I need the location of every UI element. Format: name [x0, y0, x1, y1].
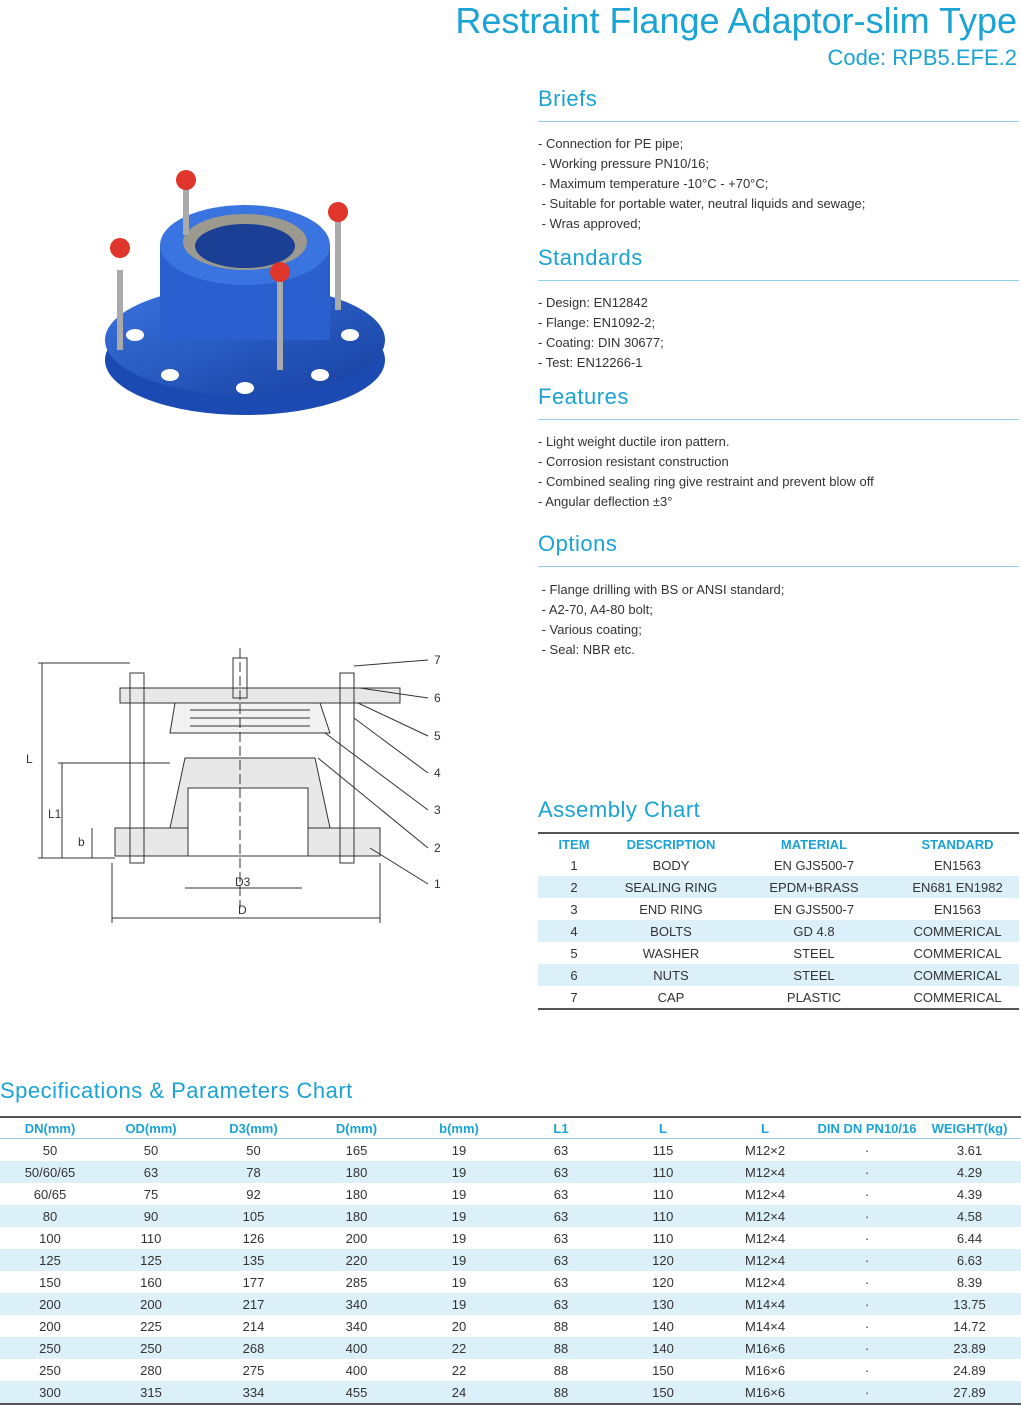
cell: 63 — [100, 1161, 202, 1183]
cell: 63 — [553, 1230, 569, 1246]
cell: EN1563 — [934, 901, 981, 917]
cell: 300 — [0, 1381, 100, 1404]
briefs-heading: Briefs — [538, 86, 598, 111]
cell: COMMERICAL — [913, 945, 1002, 961]
table-row — [0, 1249, 1021, 1271]
cell: 63 — [510, 1293, 612, 1315]
cell: 63 — [510, 1161, 612, 1183]
cell: · — [864, 1142, 870, 1158]
standards-heading: Standards — [538, 245, 643, 270]
list-item: - Maximum temperature -10°C - +70°C; — [538, 176, 769, 191]
cell: 130 — [612, 1293, 714, 1315]
cell: 340 — [345, 1318, 368, 1334]
callout-5: 5 — [434, 729, 441, 743]
table-row — [0, 1271, 1021, 1293]
list-item: - Flange: EN1092-2; — [538, 315, 656, 330]
cell: 75 — [143, 1186, 159, 1202]
cell: 19 — [451, 1186, 467, 1202]
features-heading: Features — [538, 384, 629, 409]
column-header: MATERIAL — [732, 833, 896, 854]
cell: 4 — [538, 920, 610, 942]
cell: 8.39 — [956, 1274, 983, 1290]
cell: COMMERICAL — [896, 920, 1019, 942]
column-header: OD(mm) — [100, 1117, 202, 1139]
cell: COMMERICAL — [896, 986, 1019, 1009]
list-item: - A2-70, A4-80 bolt; — [538, 602, 653, 617]
cell: 125 — [100, 1249, 202, 1271]
cell: 334 — [202, 1381, 305, 1404]
table-row — [538, 920, 1019, 942]
cell: EN681 EN1982 — [896, 876, 1019, 898]
cell: 19 — [451, 1274, 467, 1290]
callout-3: 3 — [434, 803, 441, 817]
cell: 27.89 — [918, 1381, 1021, 1404]
cell: 455 — [305, 1381, 408, 1404]
cell: 250 — [100, 1337, 202, 1359]
column-header: D3(mm) — [202, 1117, 305, 1139]
cell: 150 — [612, 1381, 714, 1404]
list-item: - Combined sealing ring give restraint and prevent blow off — [538, 474, 874, 489]
table-row — [0, 1337, 1021, 1359]
dim-l: L — [26, 752, 33, 766]
table-row — [538, 964, 1019, 986]
cell: 50 — [42, 1142, 58, 1158]
callout-6: 6 — [434, 691, 441, 705]
cell: 19 — [408, 1293, 510, 1315]
cell: 63 — [553, 1186, 569, 1202]
cell: · — [864, 1230, 870, 1246]
cell: 100 — [39, 1230, 61, 1246]
column-header: D(mm) — [305, 1117, 408, 1139]
cell: 115 — [652, 1142, 674, 1158]
specs-heading: Specifications & Parameters Chart — [0, 1078, 353, 1103]
cell: 275 — [242, 1362, 265, 1378]
cell: M12×4 — [714, 1161, 816, 1183]
column-header: L1 — [510, 1117, 612, 1139]
cell: · — [816, 1337, 918, 1359]
standards-rule — [538, 280, 1019, 281]
cell: 19 — [408, 1249, 510, 1271]
table-row — [0, 1381, 1021, 1404]
cell: 140 — [612, 1337, 714, 1359]
cell: 92 — [246, 1186, 261, 1202]
cell: 120 — [652, 1274, 674, 1290]
column-header: WEIGHT(kg) — [918, 1117, 1021, 1139]
cell: · — [816, 1381, 918, 1404]
cell: 110 — [612, 1205, 714, 1227]
cell: STEEL — [732, 964, 896, 986]
column-header: ITEM — [538, 833, 610, 854]
options-list — [538, 580, 784, 660]
cell: 22 — [451, 1362, 467, 1378]
list-item: - Connection for PE pipe; — [538, 136, 684, 151]
standards-list — [538, 293, 664, 373]
cell: 125 — [0, 1249, 100, 1271]
cell: 217 — [202, 1293, 305, 1315]
cell: 214 — [242, 1318, 265, 1334]
features-rule — [538, 419, 1019, 420]
cell: M12×4 — [714, 1249, 816, 1271]
cell: M12×4 — [744, 1186, 786, 1202]
cell: EN GJS500-7 — [773, 901, 855, 917]
cell: 13.75 — [918, 1293, 1021, 1315]
cell: 200 — [39, 1318, 61, 1334]
options-heading: Options — [538, 531, 618, 556]
table-row — [0, 1139, 1021, 1162]
page-title: Restraint Flange Adaptor-slim Type — [455, 0, 1017, 41]
cell: 250 — [0, 1337, 100, 1359]
cell: 150 — [39, 1274, 61, 1290]
cell: 120 — [612, 1249, 714, 1271]
column-header: L — [714, 1117, 816, 1139]
cell: 5 — [570, 945, 578, 961]
cell: 63 — [510, 1205, 612, 1227]
cell: 400 — [305, 1337, 408, 1359]
cell: 220 — [305, 1249, 408, 1271]
dim-d: D — [238, 903, 247, 917]
cell: · — [864, 1274, 870, 1290]
callout-2: 2 — [434, 841, 441, 855]
cell: EPDM+BRASS — [732, 876, 896, 898]
assembly-heading: Assembly Chart — [538, 797, 701, 822]
cross-section-drawing — [20, 648, 460, 938]
cell: 90 — [100, 1205, 202, 1227]
table-row — [0, 1359, 1021, 1381]
table-header-row — [0, 1117, 1021, 1139]
cell: 225 — [140, 1318, 162, 1334]
cell: 177 — [242, 1274, 265, 1290]
cell: 135 — [202, 1249, 305, 1271]
cell: 50 — [246, 1142, 261, 1158]
column-header: DN(mm) — [0, 1117, 100, 1139]
cell: 340 — [305, 1293, 408, 1315]
cell: 19 — [451, 1230, 467, 1246]
cell: 110 — [612, 1161, 714, 1183]
table-row — [538, 942, 1019, 964]
product-code: Code: RPB5.EFE.2 — [827, 45, 1017, 70]
cell: 105 — [202, 1205, 305, 1227]
cell: 150 — [652, 1362, 674, 1378]
cell: 22 — [408, 1337, 510, 1359]
cell: 2 — [538, 876, 610, 898]
cell: 126 — [242, 1230, 265, 1246]
cell: CAP — [610, 986, 732, 1009]
column-header: STANDARD — [896, 833, 1019, 854]
cell: 14.72 — [953, 1318, 986, 1334]
briefs-list — [538, 134, 865, 234]
cell: 285 — [345, 1274, 368, 1290]
cell: COMMERICAL — [896, 964, 1019, 986]
cell: 6.44 — [956, 1230, 983, 1246]
cell: 50/60/65 — [0, 1161, 100, 1183]
cell: STEEL — [793, 945, 835, 961]
cell: 19 — [408, 1205, 510, 1227]
cell: M12×4 — [744, 1274, 786, 1290]
cell: · — [816, 1293, 918, 1315]
cell: EN1563 — [934, 857, 981, 873]
dim-b: b — [78, 835, 85, 849]
list-item: - Wras approved; — [538, 216, 642, 231]
cell: 180 — [305, 1205, 408, 1227]
cell: 23.89 — [918, 1337, 1021, 1359]
cell: 19 — [451, 1142, 467, 1158]
list-item: - Coating: DIN 30677; — [538, 335, 664, 350]
dim-l1: L1 — [48, 807, 62, 821]
cell: 88 — [510, 1381, 612, 1404]
table-row — [0, 1205, 1021, 1227]
product-photo — [95, 160, 395, 420]
cell: NUTS — [610, 964, 732, 986]
cell: GD 4.8 — [732, 920, 896, 942]
cell: 180 — [305, 1161, 408, 1183]
cell: 3.61 — [956, 1142, 983, 1158]
list-item: - Flange drilling with BS or ANSI standard; — [538, 582, 785, 597]
cell: 140 — [652, 1318, 674, 1334]
list-item: - Design: EN12842 — [538, 295, 648, 310]
cell: 4.29 — [918, 1161, 1021, 1183]
cell: EN GJS500-7 — [773, 857, 855, 873]
list-item: - Various coating; — [538, 622, 642, 637]
cell: 200 — [345, 1230, 368, 1246]
cell: · — [816, 1249, 918, 1271]
cell: 24.89 — [953, 1362, 986, 1378]
cell: 4.58 — [918, 1205, 1021, 1227]
cell: · — [816, 1161, 918, 1183]
dim-d3: D3 — [235, 875, 251, 889]
features-list — [538, 432, 874, 512]
cell: 110 — [140, 1230, 162, 1246]
cell: 6 — [538, 964, 610, 986]
callout-4: 4 — [434, 766, 441, 780]
list-item: - Test: EN12266-1 — [538, 355, 643, 370]
options-rule — [538, 566, 1019, 567]
cell: 160 — [140, 1274, 162, 1290]
column-header: DESCRIPTION — [610, 833, 732, 854]
callout-1: 1 — [434, 877, 441, 891]
cell: 88 — [553, 1318, 569, 1334]
cell: BOLTS — [610, 920, 732, 942]
cell: END RING — [639, 901, 703, 917]
table-row — [0, 1293, 1021, 1315]
table-row — [0, 1227, 1021, 1249]
column-header: L — [612, 1117, 714, 1139]
specs-table — [0, 1116, 1021, 1405]
cell: M12×2 — [744, 1142, 786, 1158]
cell: M16×6 — [714, 1381, 816, 1404]
cell: 200 — [0, 1293, 100, 1315]
table-row — [538, 898, 1019, 920]
list-item: - Light weight ductile iron pattern. — [538, 434, 730, 449]
cell: 268 — [202, 1337, 305, 1359]
cell: M14×4 — [744, 1318, 786, 1334]
list-item: - Angular deflection ±3° — [538, 494, 673, 509]
cell: PLASTIC — [732, 986, 896, 1009]
cell: · — [864, 1186, 870, 1202]
cell: 315 — [100, 1381, 202, 1404]
cell: 180 — [345, 1186, 368, 1202]
cell: 400 — [345, 1362, 368, 1378]
cell: M16×6 — [744, 1362, 786, 1378]
cell: M14×4 — [714, 1293, 816, 1315]
cell: 24 — [408, 1381, 510, 1404]
cell: 3 — [570, 901, 578, 917]
cell: 50 — [143, 1142, 159, 1158]
cell: M12×4 — [744, 1230, 786, 1246]
cell: 20 — [451, 1318, 467, 1334]
list-item: - Working pressure PN10/16; — [538, 156, 709, 171]
table-header-row — [538, 833, 1019, 854]
cell: M16×6 — [714, 1337, 816, 1359]
table-row — [538, 986, 1019, 1009]
cell: 60/65 — [33, 1186, 67, 1202]
cell: 4.39 — [956, 1186, 983, 1202]
cell: 19 — [408, 1161, 510, 1183]
list-item: - Corrosion resistant construction — [538, 454, 729, 469]
cell: 7 — [538, 986, 610, 1009]
cell: 6.63 — [918, 1249, 1021, 1271]
cell: 63 — [553, 1274, 569, 1290]
list-item: - Seal: NBR etc. — [538, 642, 635, 657]
cell: 80 — [0, 1205, 100, 1227]
cell: SEALING RING — [610, 876, 732, 898]
cell: 250 — [39, 1362, 61, 1378]
table-row — [538, 876, 1019, 898]
cell: 280 — [140, 1362, 162, 1378]
table-row — [0, 1183, 1021, 1205]
cell: 165 — [345, 1142, 368, 1158]
table-row — [538, 854, 1019, 876]
cell: 63 — [510, 1249, 612, 1271]
cell: M12×4 — [714, 1205, 816, 1227]
cell: 63 — [553, 1142, 569, 1158]
cell: 200 — [100, 1293, 202, 1315]
specs-table-body — [0, 1139, 1021, 1405]
cell: · — [816, 1205, 918, 1227]
column-header: b(mm) — [408, 1117, 510, 1139]
assembly-table — [538, 832, 1019, 1010]
list-item: - Suitable for portable water, neutral liquids and sewage; — [538, 196, 866, 211]
table-row — [0, 1315, 1021, 1337]
cell: 88 — [510, 1337, 612, 1359]
cell: 78 — [202, 1161, 305, 1183]
cell: 88 — [553, 1362, 569, 1378]
callout-7: 7 — [434, 653, 441, 667]
cell: 110 — [652, 1186, 674, 1202]
cell: · — [864, 1362, 870, 1378]
cell: 110 — [652, 1230, 674, 1246]
cell: 1 — [570, 857, 578, 873]
cell: BODY — [652, 857, 690, 873]
briefs-rule — [538, 121, 1019, 122]
cell: · — [864, 1318, 870, 1334]
table-row — [0, 1161, 1021, 1183]
column-header: DIN DN PN10/16 — [816, 1117, 918, 1139]
cell: WASHER — [642, 945, 700, 961]
